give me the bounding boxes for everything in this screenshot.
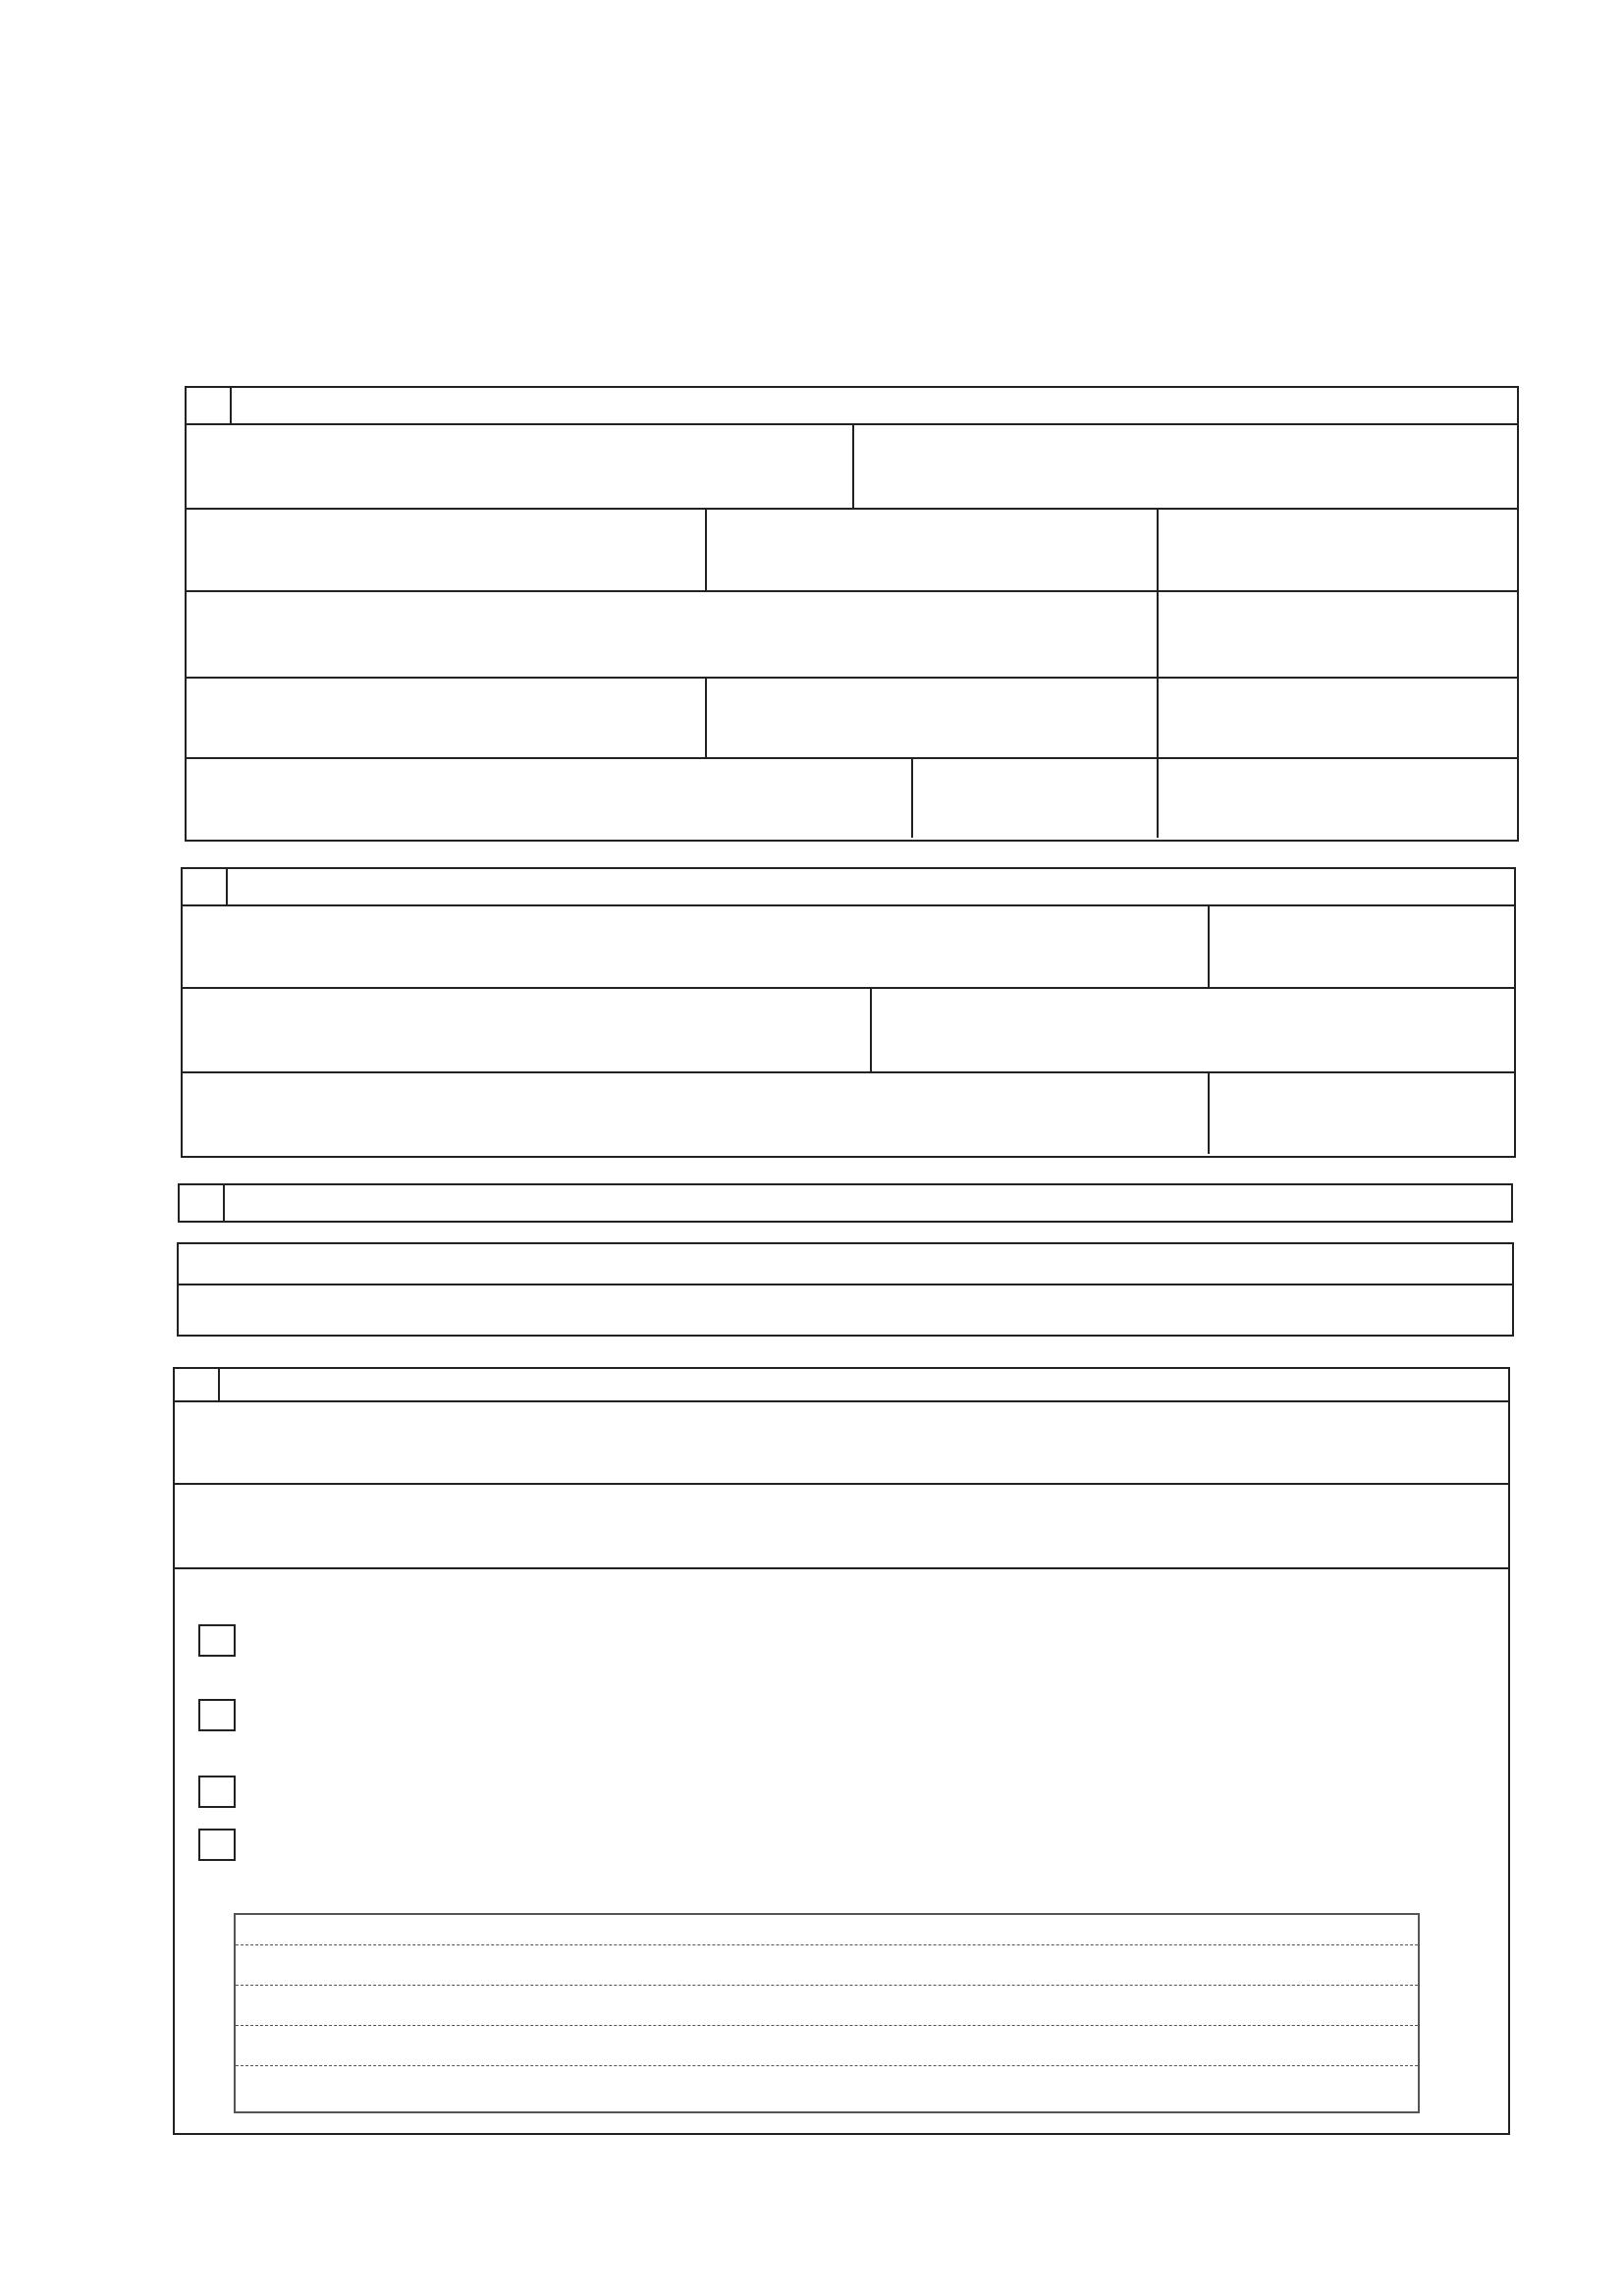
section-number	[183, 869, 228, 904]
section-2-centro	[181, 867, 1516, 1158]
row-centro	[183, 906, 1514, 989]
provincia-field[interactable]	[707, 679, 1159, 757]
primer-apellido-field[interactable]	[187, 425, 854, 508]
circunstancia-3-checkbox[interactable]	[198, 1776, 236, 1808]
row-localidad	[187, 679, 1517, 759]
section-number	[187, 388, 232, 423]
section-4-aula-matinal	[173, 1367, 1510, 2135]
circunstancia-1-checkbox[interactable]	[198, 1624, 236, 1657]
section-1-alumno	[185, 386, 1519, 842]
correo-electronico-field[interactable]	[1159, 759, 1517, 838]
etapa-field[interactable]	[183, 1073, 1210, 1154]
iban-grid	[177, 1242, 1514, 1337]
iban-digit-row	[179, 1285, 1512, 1335]
segundo-apellido-field[interactable]	[854, 425, 1517, 508]
curso-field[interactable]	[1210, 1073, 1514, 1154]
localidad-centro-field[interactable]	[872, 989, 1514, 1071]
row-meses	[175, 1485, 1508, 1569]
dni-nie-field[interactable]	[707, 510, 1159, 590]
nombre-field[interactable]	[187, 510, 707, 590]
hermano-row[interactable]	[236, 1945, 1418, 1986]
circunstancia-3	[198, 1776, 1492, 1808]
section-2-header	[183, 869, 1514, 906]
row-etapa	[183, 1073, 1514, 1154]
circunstancia-4-text	[249, 1829, 1492, 1861]
dni-nie-representante-field[interactable]	[913, 759, 1159, 838]
circunstancia-2	[198, 1699, 1492, 1731]
circunstancia-2-checkbox[interactable]	[198, 1699, 236, 1731]
domicilio-centro-field[interactable]	[183, 989, 872, 1071]
fecha-nacimiento-field[interactable]	[1159, 510, 1517, 590]
section-3-header	[180, 1185, 1511, 1221]
codigo-centro-field[interactable]	[1210, 906, 1514, 987]
centro-field[interactable]	[183, 906, 1210, 987]
telefono-field[interactable]	[1159, 679, 1517, 757]
circunstancia-4-checkbox[interactable]	[198, 1829, 236, 1861]
row-opcion	[175, 1402, 1508, 1485]
hermano-row[interactable]	[236, 1986, 1418, 2026]
domicilio-field[interactable]	[187, 592, 1159, 677]
row-apellidos	[187, 425, 1517, 510]
circunstancia-1	[198, 1624, 1492, 1657]
row-nombre	[187, 510, 1517, 592]
row-representante	[187, 759, 1517, 838]
representante-field[interactable]	[187, 759, 913, 838]
circunstancia-4	[198, 1829, 1492, 1861]
hermanos-table	[234, 1913, 1420, 2113]
section-number	[180, 1185, 225, 1221]
row-domicilio-centro	[183, 989, 1514, 1073]
iban-group-row	[179, 1244, 1512, 1285]
row-domicilio	[187, 592, 1517, 679]
hermanos-header	[236, 1915, 1418, 1945]
hermano-row[interactable]	[236, 2026, 1418, 2066]
codigo-postal-field[interactable]	[1159, 592, 1517, 677]
hermano-row[interactable]	[236, 2066, 1418, 2105]
circunstancia-2-text	[249, 1699, 1492, 1731]
section-4-header	[175, 1369, 1508, 1402]
section-3-cuenta	[178, 1183, 1513, 1223]
circunstancia-1-text	[249, 1624, 1492, 1657]
localidad-field[interactable]	[187, 679, 707, 757]
section-number	[175, 1369, 220, 1400]
circunstancia-3-text	[249, 1776, 1492, 1808]
row-circunstancias	[175, 1569, 1508, 2131]
section-1-header	[187, 388, 1517, 425]
